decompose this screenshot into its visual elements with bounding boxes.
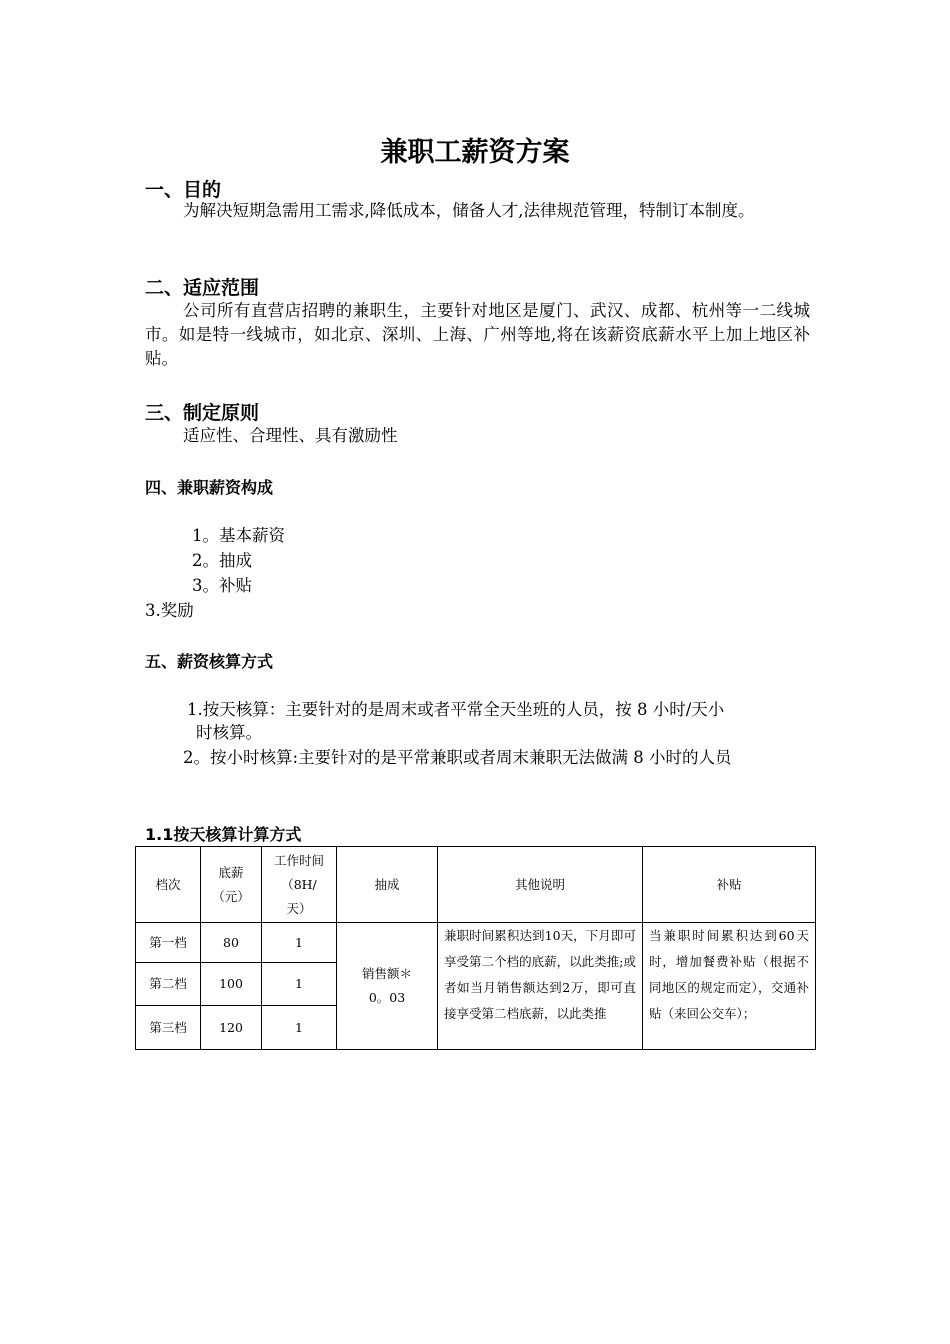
header-base-label: 底薪	[218, 864, 244, 880]
composition-item: 1。基本薪资	[192, 526, 285, 545]
header-subsidy: 补贴	[643, 847, 816, 923]
header-commission: 抽成	[337, 847, 438, 923]
section-body-scope: 公司所有直营店招聘的兼职生，主要针对地区是厦门、武汉、成都、杭州等一二线城市。如是特一线城市，如北京、深圳、上海、广州等地,将在该薪资底薪水平上加上地区补贴。	[145, 301, 810, 368]
calculation-item-daily-cont: 时核算。	[196, 723, 262, 742]
header-hours	[262, 847, 337, 923]
salary-table	[135, 846, 816, 1050]
table-header-row	[136, 847, 816, 923]
cell-level: 第三档	[136, 1006, 201, 1050]
header-level: 档次	[136, 847, 201, 923]
section-heading-calculation: 五、薪资核算方式	[145, 652, 274, 671]
section-heading-composition: 四、兼职薪资构成	[145, 478, 274, 497]
document-title: 兼职工薪资方案	[380, 137, 570, 168]
cell-base: 80	[201, 923, 262, 963]
cell-base: 100	[201, 963, 262, 1006]
section-body-purpose: 为解决短期急需用工需求,降低成本，储备人才,法律规范管理，特制订本制度。	[183, 201, 755, 220]
calculation-item-hourly: 2。按小时核算:主要针对的是平常兼职或者周末兼职无法做满 8 小时的人员	[183, 748, 732, 767]
header-hours-label: 工作时间	[273, 852, 324, 868]
section-body-principles: 适应性、合理性、具有激励性	[183, 426, 398, 445]
calculation-item-daily: 1.按天核算：主要针对的是周末或者平常全天坐班的人员，按 8 小时/天小	[187, 700, 725, 719]
cell-hours: 1	[262, 963, 337, 1006]
commission-formula: 销售额＊	[361, 966, 412, 981]
cell-base: 120	[201, 1006, 262, 1050]
table-heading: 1.1按天核算计算方式	[145, 825, 302, 844]
cell-hours: 1	[262, 1006, 337, 1050]
cell-subsidy: 当兼职时间累积达到60天时，增加餐费补贴（根据不同地区的规定而定），交通补贴（来回公交车）；	[643, 923, 816, 1050]
cell-commission	[337, 923, 438, 1050]
section-heading-principles: 三、制定原则	[145, 402, 260, 424]
section-heading-purpose: 一、目的	[145, 179, 222, 201]
cell-level: 第二档	[136, 963, 201, 1006]
header-hours-unit-cont: 天）	[286, 900, 312, 916]
composition-item: 3。补贴	[192, 576, 252, 595]
cell-level: 第一档	[136, 923, 201, 963]
header-hours-unit: （8H/	[281, 876, 317, 892]
table-row	[136, 923, 816, 963]
cell-notes: 兼职时间累积达到10天，下月即可享受第二个档的底薪，以此类推;或者如当月销售额达到2万，即可直接享受第二档底薪，以此类推	[438, 923, 643, 1050]
commission-rate: 0。03	[368, 990, 406, 1005]
composition-item: 2。抽成	[192, 551, 252, 570]
header-notes: 其他说明	[438, 847, 643, 923]
header-base-unit: （元）	[212, 888, 250, 904]
cell-hours: 1	[262, 923, 337, 963]
composition-item: 3.奖励	[145, 601, 194, 620]
section-heading-scope: 二、适应范围	[145, 277, 260, 299]
header-base	[201, 847, 262, 923]
